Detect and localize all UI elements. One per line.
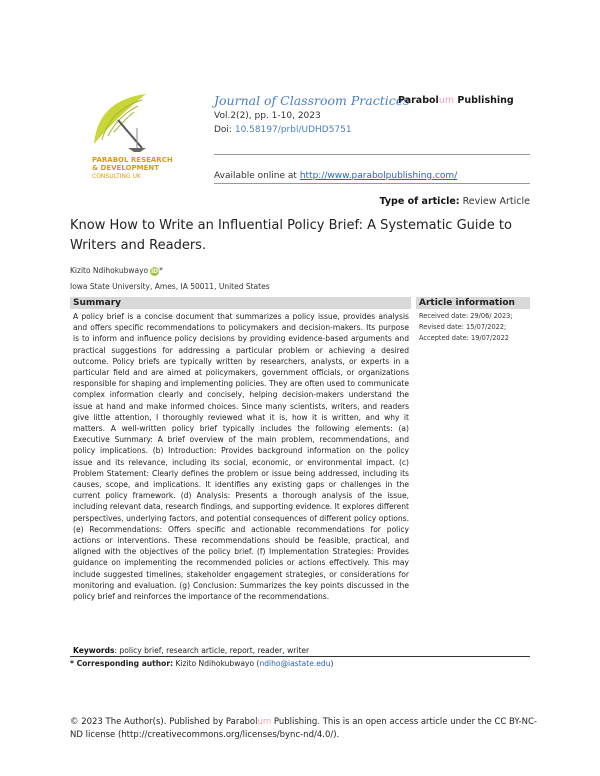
journal-name: Journal of Classroom Practices	[214, 93, 410, 108]
publisher-name: Parabolum Publishing	[398, 95, 514, 106]
footer-divider	[70, 656, 530, 657]
doi: Doi: 10.58197/prbl/UDHD5751	[214, 125, 352, 135]
svg-text:PARABOL RESEARCH: PARABOL RESEARCH	[92, 156, 173, 164]
doi-link[interactable]: 10.58197/prbl/UDHD5751	[234, 125, 352, 135]
author-line: Kizito Ndihokubwayo iD*	[70, 266, 163, 275]
volume-info: Vol.2(2), pp. 1-10, 2023	[214, 111, 321, 121]
header-divider	[214, 154, 530, 155]
article-info-heading: Article information	[416, 297, 530, 309]
summary-heading: Summary	[70, 297, 411, 309]
accepted-date: Accepted date: 19/07/2022	[419, 334, 510, 343]
svg-text:& DEVELOPMENT: & DEVELOPMENT	[92, 164, 160, 172]
author-email-link[interactable]: ndiho@iastate.edu	[259, 659, 331, 668]
article-title: Know How to Write an Influential Policy Brief: A Systematic Guide to Writers and Readers.	[70, 218, 512, 253]
article-type: Type of article: Review Article	[379, 196, 530, 207]
header-divider-2	[214, 183, 530, 184]
orcid-icon[interactable]: iD	[151, 267, 159, 275]
summary-text: A policy brief is a concise document that summarizes a policy issue, provides analysis and offers specific recommendations to policymakers and decision-makers. Its purpose is to inform and influence policy decisions by providing evidence-based arguments and practical suggestions for addressing a particular problem or achieving a desired outcome. Policy briefs are typically written by researchers, analysts, or experts in a particular field and are aimed at policymakers, government officials, or organizations responsible for shaping and implementing policies. They are often used to communicate complex information clearly and concisely, helping decision-makers understand the issue at hand and make informed choices. Since many scientists, writers, and readers give little attention, I thoroughly reviewed what it is, how it is written, and why it matters. A well-written policy brief typically includes the following elements: (a) Executive Summary: A brief overview of the main problem, recommendations, and policy implications. (b) Introduction: Provides background information on the policy issue and its relevance, including its social, economic, or environmental impact. (c) Problem Statement: Clearly defines the problem or issue being addressed, including its causes, scope, and implications. It identifies any existing gaps or challenges in the current policy framework. (d) Analysis: Presents a thorough analysis of the issue, including relevant data, research findings, and supporting evidence. It explores different perspectives, underlying factors, and potential consequences of different policy options. (e) Recommendations: Offers specific and actionable recommendations for policy actions or interventions. These recommendations should be feasible, practical, and aligned with the objectives of the policy brief. (f) Implementation Strategies: Provides guidance on implementing the recommended policies or actions effectively. This may include suggested timelines, stakeholder engagement strategies, or considerations for monitoring and evaluation. (g) Conclusion: Summarizes the key points discussed in the policy brief and reinforces the importance of the recommendations.	[73, 312, 409, 602]
affiliation: Iowa State University, Ames, IA 50011, United States	[70, 282, 270, 291]
author-name: Kizito Ndihokubwayo	[70, 266, 149, 275]
publisher-url-link[interactable]: http://www.parabolpublishing.com/	[299, 171, 458, 181]
revised-date: Revised date: 15/07/2022;	[419, 323, 507, 332]
publisher-logo	[88, 86, 180, 186]
article-info	[419, 311, 533, 345]
keywords: Keywords: policy brief, research article, report, reader, writer	[73, 646, 310, 655]
received-date: Received date: 29/06/ 2023;	[419, 312, 513, 320]
svg-text:CONSULTING UK: CONSULTING UK	[92, 173, 141, 180]
corresponding-author: * Corresponding author: Kizito Ndihokubwayo (ndiho@iastate.edu)	[70, 659, 334, 668]
satellite-dish-icon	[88, 86, 180, 186]
available-online: Available online at http://www.parabolpublishing.com/	[214, 171, 458, 181]
license-notice: © 2023 The Author(s). Published by Parabolum Publishing. This is an open access article under the CC BY-NC-ND license (http://creativecommons.org/licenses/bync-nd/4.0/).	[70, 717, 538, 740]
